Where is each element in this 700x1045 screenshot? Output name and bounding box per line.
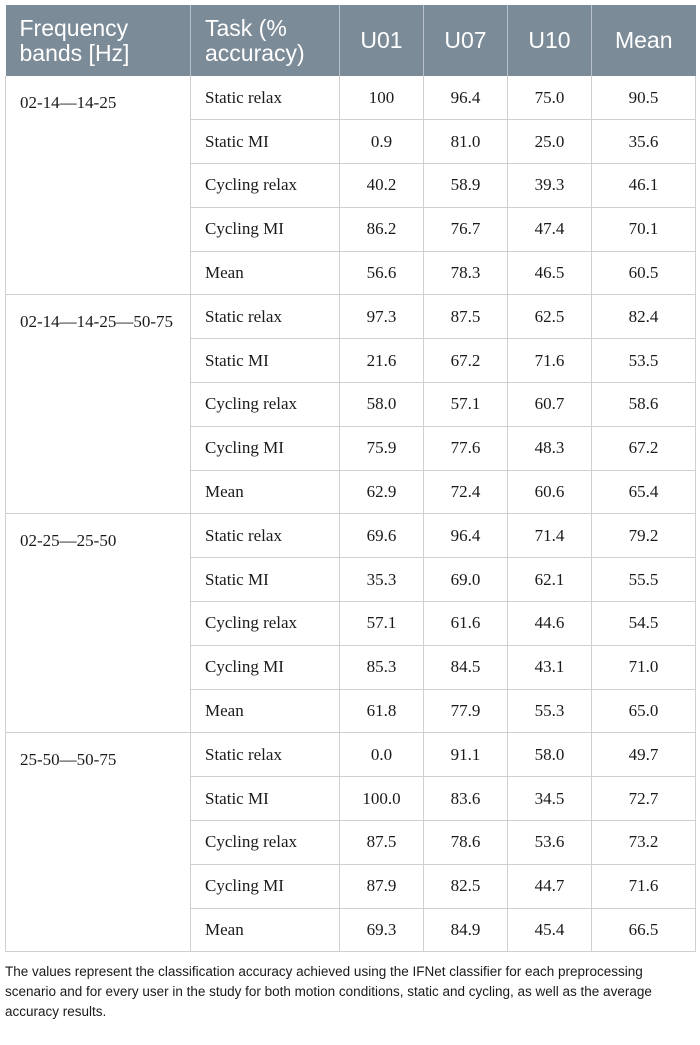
u01-cell: 69.6 <box>340 514 424 558</box>
u01-cell: 85.3 <box>340 645 424 689</box>
u10-cell: 34.5 <box>508 777 592 821</box>
u07-cell: 58.9 <box>424 164 508 208</box>
task-cell: Cycling MI <box>191 864 340 908</box>
header-mean: Mean <box>592 5 696 76</box>
task-cell: Static relax <box>191 295 340 339</box>
u10-cell: 58.0 <box>508 733 592 777</box>
u07-cell: 82.5 <box>424 864 508 908</box>
task-cell: Mean <box>191 908 340 952</box>
u01-cell: 100.0 <box>340 777 424 821</box>
band-cell: 02-14—14-25—50-75 <box>6 295 191 514</box>
u10-cell: 44.6 <box>508 602 592 646</box>
u07-cell: 91.1 <box>424 733 508 777</box>
u10-cell: 55.3 <box>508 689 592 733</box>
u07-cell: 77.6 <box>424 426 508 470</box>
header-u01: U01 <box>340 5 424 76</box>
header-task: Task (% accuracy) <box>191 5 340 76</box>
u01-cell: 100 <box>340 76 424 120</box>
u07-cell: 84.5 <box>424 645 508 689</box>
header-u07: U07 <box>424 5 508 76</box>
task-cell: Static relax <box>191 514 340 558</box>
mean-cell: 71.6 <box>592 864 696 908</box>
table-caption: The values represent the classification accuracy achieved using the IFNet classifier for each preprocessing scenario and for every user in the study for both motion conditions, static and cycling, as well as the average accuracy results. <box>5 964 652 1019</box>
u07-cell: 61.6 <box>424 602 508 646</box>
mean-cell: 65.0 <box>592 689 696 733</box>
task-cell: Static MI <box>191 777 340 821</box>
band-cell: 25-50—50-75 <box>6 733 191 952</box>
mean-cell: 90.5 <box>592 76 696 120</box>
u07-cell: 57.1 <box>424 383 508 427</box>
u01-cell: 69.3 <box>340 908 424 952</box>
u01-cell: 21.6 <box>340 339 424 383</box>
u01-cell: 97.3 <box>340 295 424 339</box>
u10-cell: 71.6 <box>508 339 592 383</box>
mean-cell: 54.5 <box>592 602 696 646</box>
mean-cell: 72.7 <box>592 777 696 821</box>
table-row <box>6 733 696 777</box>
u10-cell: 71.4 <box>508 514 592 558</box>
u01-cell: 62.9 <box>340 470 424 514</box>
u01-cell: 61.8 <box>340 689 424 733</box>
u01-cell: 86.2 <box>340 207 424 251</box>
u10-cell: 45.4 <box>508 908 592 952</box>
u01-cell: 40.2 <box>340 164 424 208</box>
results-table <box>5 5 696 952</box>
u10-cell: 43.1 <box>508 645 592 689</box>
u10-cell: 75.0 <box>508 76 592 120</box>
u01-cell: 0.9 <box>340 120 424 164</box>
u10-cell: 60.6 <box>508 470 592 514</box>
band-cell: 02-14—14-25 <box>6 76 191 295</box>
u10-cell: 62.5 <box>508 295 592 339</box>
table-body <box>6 76 696 952</box>
u07-cell: 78.3 <box>424 251 508 295</box>
mean-cell: 53.5 <box>592 339 696 383</box>
u10-cell: 53.6 <box>508 821 592 865</box>
mean-cell: 82.4 <box>592 295 696 339</box>
mean-cell: 60.5 <box>592 251 696 295</box>
mean-cell: 70.1 <box>592 207 696 251</box>
mean-cell: 46.1 <box>592 164 696 208</box>
u10-cell: 46.5 <box>508 251 592 295</box>
u07-cell: 72.4 <box>424 470 508 514</box>
u07-cell: 96.4 <box>424 76 508 120</box>
table-row <box>6 295 696 339</box>
header-frequency-bands: Frequency bands [Hz] <box>6 5 191 76</box>
u01-cell: 35.3 <box>340 558 424 602</box>
u07-cell: 78.6 <box>424 821 508 865</box>
u01-cell: 58.0 <box>340 383 424 427</box>
task-cell: Cycling MI <box>191 207 340 251</box>
table-row <box>6 76 696 120</box>
u07-cell: 69.0 <box>424 558 508 602</box>
u01-cell: 57.1 <box>340 602 424 646</box>
task-cell: Static relax <box>191 76 340 120</box>
u07-cell: 87.5 <box>424 295 508 339</box>
task-cell: Cycling relax <box>191 602 340 646</box>
u01-cell: 87.9 <box>340 864 424 908</box>
mean-cell: 58.6 <box>592 383 696 427</box>
mean-cell: 49.7 <box>592 733 696 777</box>
u07-cell: 77.9 <box>424 689 508 733</box>
u01-cell: 87.5 <box>340 821 424 865</box>
table-header <box>6 5 696 76</box>
u07-cell: 83.6 <box>424 777 508 821</box>
task-cell: Cycling MI <box>191 645 340 689</box>
u10-cell: 62.1 <box>508 558 592 602</box>
u01-cell: 56.6 <box>340 251 424 295</box>
u10-cell: 25.0 <box>508 120 592 164</box>
mean-cell: 67.2 <box>592 426 696 470</box>
task-cell: Cycling relax <box>191 383 340 427</box>
task-cell: Mean <box>191 689 340 733</box>
task-cell: Cycling MI <box>191 426 340 470</box>
mean-cell: 35.6 <box>592 120 696 164</box>
band-cell: 02-25—25-50 <box>6 514 191 733</box>
mean-cell: 66.5 <box>592 908 696 952</box>
task-cell: Static MI <box>191 120 340 164</box>
u01-cell: 75.9 <box>340 426 424 470</box>
task-cell: Mean <box>191 470 340 514</box>
u10-cell: 44.7 <box>508 864 592 908</box>
u07-cell: 96.4 <box>424 514 508 558</box>
u07-cell: 67.2 <box>424 339 508 383</box>
u07-cell: 76.7 <box>424 207 508 251</box>
task-cell: Mean <box>191 251 340 295</box>
mean-cell: 71.0 <box>592 645 696 689</box>
task-cell: Static MI <box>191 558 340 602</box>
u10-cell: 39.3 <box>508 164 592 208</box>
table-row <box>6 514 696 558</box>
task-cell: Static relax <box>191 733 340 777</box>
task-cell: Static MI <box>191 339 340 383</box>
header-u10: U10 <box>508 5 592 76</box>
mean-cell: 55.5 <box>592 558 696 602</box>
mean-cell: 65.4 <box>592 470 696 514</box>
mean-cell: 79.2 <box>592 514 696 558</box>
u10-cell: 48.3 <box>508 426 592 470</box>
mean-cell: 73.2 <box>592 821 696 865</box>
u10-cell: 60.7 <box>508 383 592 427</box>
u10-cell: 47.4 <box>508 207 592 251</box>
task-cell: Cycling relax <box>191 821 340 865</box>
u07-cell: 81.0 <box>424 120 508 164</box>
u07-cell: 84.9 <box>424 908 508 952</box>
task-cell: Cycling relax <box>191 164 340 208</box>
u01-cell: 0.0 <box>340 733 424 777</box>
